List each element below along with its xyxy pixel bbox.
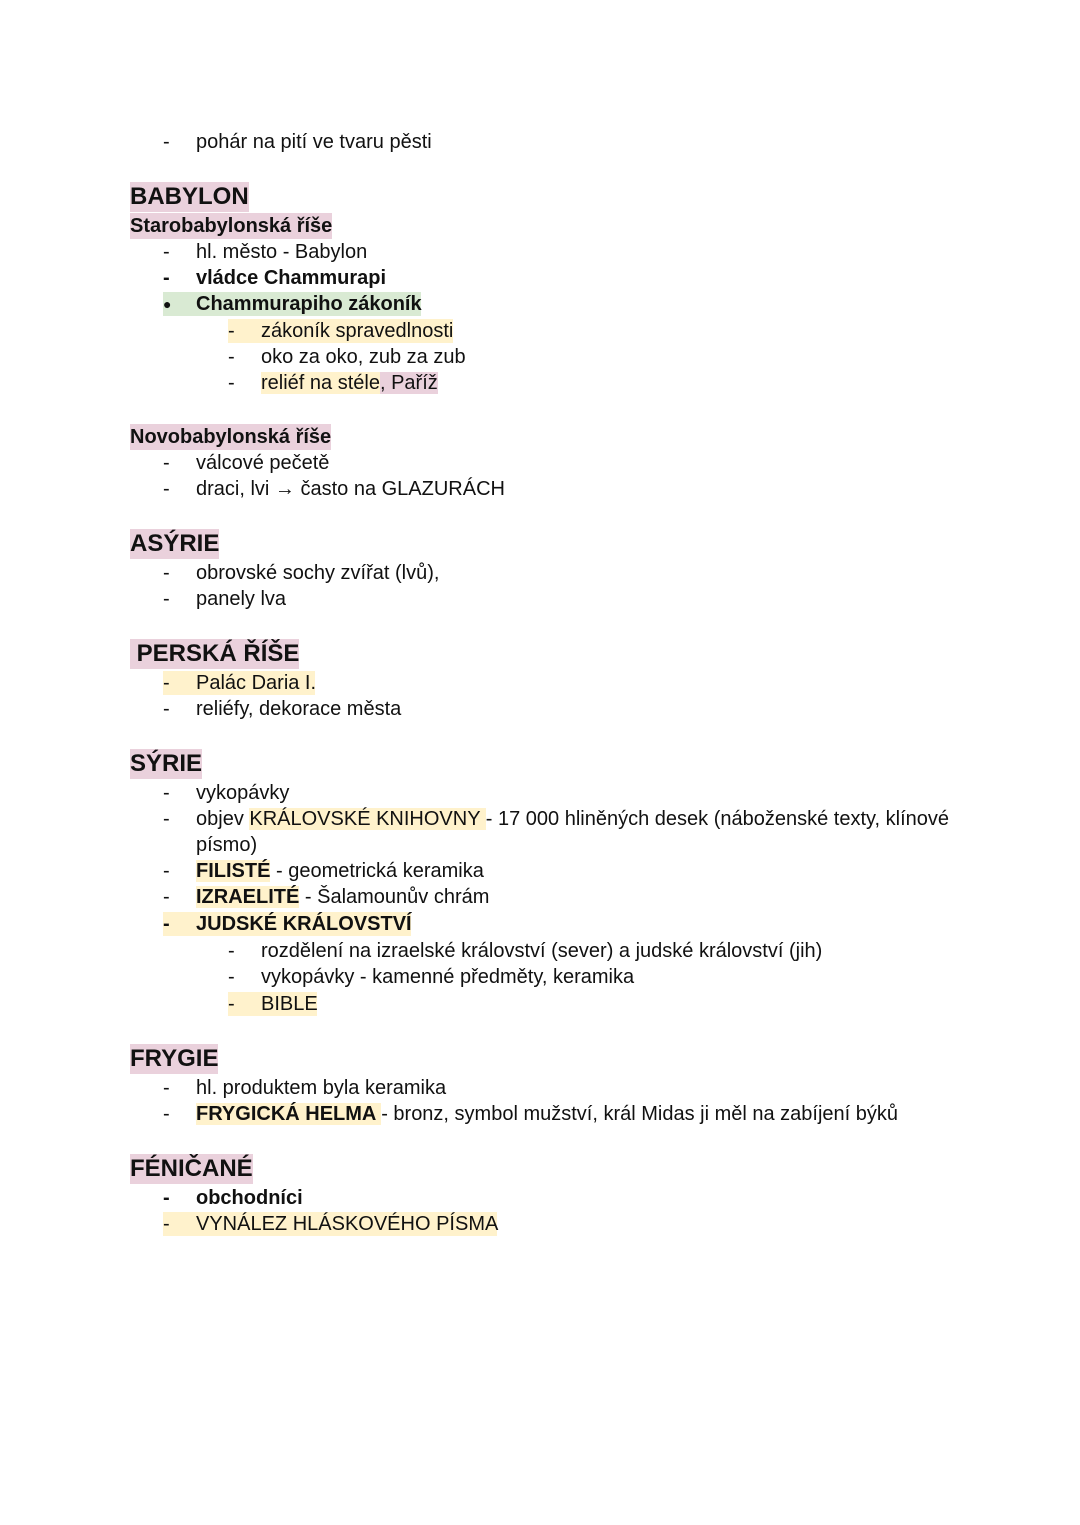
heading-asyrie: ASÝRIE: [130, 530, 220, 557]
subheading-starobabylonska: Starobabylonská říše: [130, 215, 333, 237]
dash-marker: -: [163, 131, 170, 153]
list-item-text: Palác Daria I.: [196, 672, 317, 694]
dash-marker: -: [163, 808, 170, 830]
list-item-text: pohár na pití ve tvaru pěsti: [196, 131, 432, 153]
dash-marker: -: [228, 320, 235, 342]
list-item-text: hl. produktem byla keramika: [196, 1077, 447, 1099]
dash-marker: -: [163, 886, 170, 908]
list-item-text: rozdělení na izraelské království (sever) a judské království (jih): [261, 940, 823, 962]
highlighted-text: FILISTÉ: [196, 860, 271, 882]
highlighted-text: IZRAELITÉ: [196, 886, 300, 908]
dash-marker: -: [163, 588, 170, 610]
heading-syrie: SÝRIE: [130, 750, 203, 777]
text-run: - bronz, symbol mužství, král Midas ji měl na zabíjení býků: [381, 1103, 899, 1125]
list-item-text: oko za oko, zub za zub: [261, 346, 466, 368]
dash-marker: -: [163, 672, 170, 694]
list-item-text: vykopávky: [196, 782, 290, 804]
heading-frygie: FRYGIE: [130, 1045, 219, 1072]
dash-marker: -: [163, 1213, 170, 1235]
list-item-text: vládce Chammurapi: [196, 267, 387, 289]
dash-marker: -: [163, 1103, 170, 1125]
dash-marker: -: [228, 372, 235, 394]
dash-marker: -: [228, 940, 235, 962]
dash-marker: -: [163, 1077, 170, 1099]
dash-marker: -: [163, 782, 170, 804]
list-item-text: obchodníci: [196, 1187, 303, 1209]
list-item-text: draci, lvi → často na GLAZURÁCH: [196, 478, 505, 500]
dash-marker: -: [163, 698, 170, 720]
list-item-text: [261, 370, 438, 396]
list-item-text: vykopávky - kamenné předměty, keramika: [261, 966, 635, 988]
text-run: - Šalamounův chrám: [299, 886, 490, 908]
heading-fenicane: FÉNIČANÉ: [130, 1155, 253, 1182]
text-run: - 17 000 hliněných desek (náboženské texty, klínové: [485, 808, 950, 830]
list-item-text: JUDSKÉ KRÁLOVSTVÍ: [196, 913, 412, 935]
list-item-text: panely lva: [196, 588, 287, 610]
list-item-text: BIBLE: [261, 993, 318, 1015]
dash-marker: -: [163, 241, 170, 263]
dash-marker: -: [163, 562, 170, 584]
dash-marker: -: [163, 913, 170, 935]
heading-perska-rise: PERSKÁ ŘÍŠE: [130, 640, 300, 667]
bullet-marker: ●: [163, 296, 172, 312]
highlighted-text: , Paříž: [379, 372, 438, 394]
list-item-text: hl. město - Babylon: [196, 241, 368, 263]
list-item-text: válcové pečetě: [196, 452, 330, 474]
list-item-text: zákoník spravedlnosti: [261, 320, 454, 342]
list-item-text: [196, 884, 489, 910]
text-run: objev: [196, 808, 250, 830]
list-item-text: obrovské sochy zvířat (lvů),: [196, 562, 440, 584]
list-item-text: [196, 806, 949, 832]
dash-marker: -: [163, 478, 170, 500]
list-item-text: VYNÁLEZ HLÁSKOVÉHO PÍSMA: [196, 1213, 499, 1235]
dash-marker: -: [163, 267, 170, 289]
dash-marker: -: [163, 860, 170, 882]
highlighted-text: reliéf na stéle: [261, 372, 380, 394]
subheading-novobabylonska: Novobabylonská říše: [130, 426, 332, 448]
highlighted-text: FRYGICKÁ HELMA: [196, 1103, 382, 1125]
list-item-text: [196, 858, 484, 884]
list-item-text: Chammurapiho zákoník: [196, 293, 422, 315]
dash-marker: -: [228, 993, 235, 1015]
text-run: - geometrická keramika: [270, 860, 484, 882]
dash-marker: -: [163, 1187, 170, 1209]
highlighted-text: KRÁLOVSKÉ KNIHOVNY: [249, 808, 486, 830]
dash-marker: -: [228, 346, 235, 368]
dash-marker: -: [163, 452, 170, 474]
list-item-text: reliéfy, dekorace města: [196, 698, 402, 720]
list-item-text: [196, 1101, 898, 1127]
heading-babylon: BABYLON: [130, 183, 249, 210]
list-item-text: písmo): [196, 834, 258, 856]
dash-marker: -: [228, 966, 235, 988]
